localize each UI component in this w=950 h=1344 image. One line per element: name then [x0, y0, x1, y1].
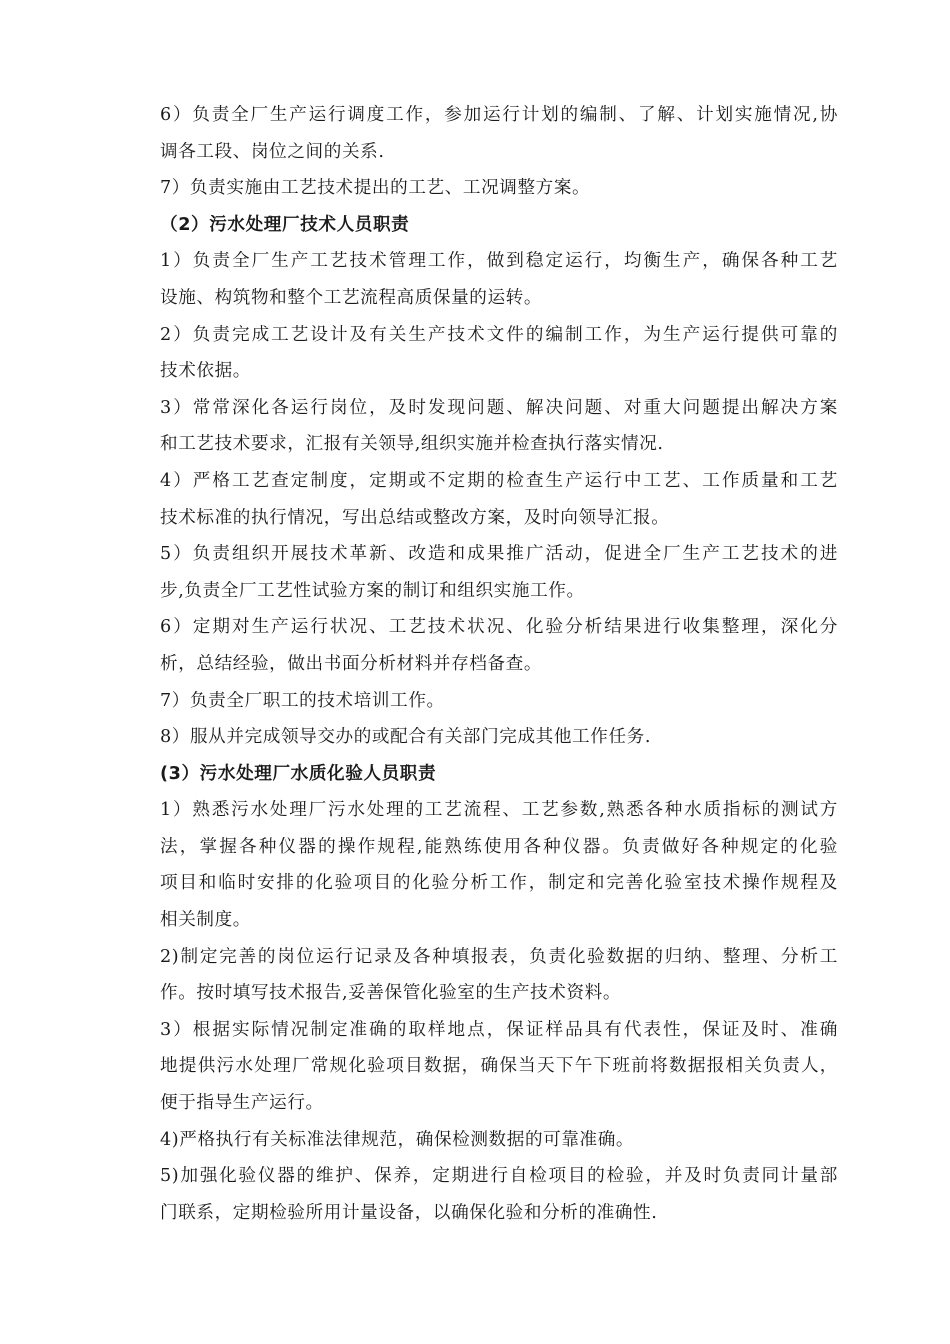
paragraph-line: 步,负责全厂工艺性试验方案的制订和组织实施工作。	[160, 580, 585, 601]
paragraph-line: 3）常常深化各运行岗位，及时发现问题、解决问题、对重大问题提出解决方案	[160, 397, 838, 418]
section-heading: （2）污水处理厂技术人员职责	[160, 214, 410, 235]
paragraph-line: 2)制定完善的岗位运行记录及各种填报表，负责化验数据的归纳、整理、分析工	[160, 946, 838, 967]
paragraph-line: 和工艺技术要求，汇报有关领导,组织实施并检查执行落实情况.	[160, 434, 664, 455]
paragraph-line: 析，总结经验，做出书面分析材料并存档备查。	[160, 653, 543, 674]
paragraph-line: 设施、构筑物和整个工艺流程高质保量的运转。	[160, 287, 543, 308]
paragraph-line: 3）根据实际情况制定准确的取样地点，保证样品具有代表性，保证及时、准确	[160, 1019, 838, 1040]
paragraph-line: 5)加强化验仪器的维护、保养，定期进行自检项目的检验，并及时负责同计量部	[160, 1166, 838, 1187]
paragraph-line: 2）负责完成工艺设计及有关生产技术文件的编制工作，为生产运行提供可靠的	[160, 324, 838, 345]
paragraph-line: 6）负责全厂生产运行调度工作，参加运行计划的编制、了解、计划实施情况,协	[160, 105, 838, 125]
document-body	[160, 97, 838, 1231]
paragraph-line: 7）负责全厂职工的技术培训工作。	[160, 690, 445, 711]
paragraph-line: 门联系，定期检验所用计量设备，以确保化验和分析的准确性.	[160, 1202, 658, 1223]
paragraph-line: 7）负责实施由工艺技术提出的工艺、工况调整方案。	[160, 178, 591, 199]
paragraph-line: 技术标准的执行情况，写出总结或整改方案，及时向领导汇报。	[160, 507, 670, 528]
section-heading: (3）污水处理厂水质化验人员职责	[160, 763, 437, 784]
paragraph-line: 作。按时填写技术报告,妥善保管化验室的生产技术资料。	[160, 983, 622, 1004]
paragraph-line: 6）定期对生产运行状况、工艺技术状况、化验分析结果进行收集整理，深化分	[160, 617, 838, 638]
paragraph-line: 便于指导生产运行。	[160, 1093, 324, 1114]
paragraph-line: 技术依据。	[160, 361, 251, 382]
paragraph-line: 法，掌握各种仪器的操作规程,能熟练使用各种仪器。负责做好各种规定的化验	[160, 836, 838, 857]
paragraph-line: 1）负责全厂生产工艺技术管理工作，做到稳定运行，均衡生产，确保各种工艺	[160, 251, 838, 272]
paragraph-line: 4）严格工艺查定制度，定期或不定期的检查生产运行中工艺、工作质量和工艺	[160, 470, 838, 491]
paragraph-line: 调各工段、岗位之间的关系.	[160, 141, 385, 162]
paragraph-line: 相关制度。	[160, 910, 251, 931]
paragraph-line: 1）熟悉污水处理厂污水处理的工艺流程、工艺参数,熟悉各种水质指标的测试方	[160, 800, 838, 821]
paragraph-line: 4)严格执行有关标准法律规范，确保检测数据的可靠准确。	[160, 1129, 635, 1150]
paragraph-line: 8）服从并完成领导交办的或配合有关部门完成其他工作任务.	[160, 727, 652, 748]
paragraph-line: 地提供污水处理厂常规化验项目数据，确保当天下午下班前将数据报相关负责人，	[160, 1056, 838, 1077]
paragraph-line: 5）负责组织开展技术革新、改造和成果推广活动，促进全厂生产工艺技术的进	[160, 544, 838, 565]
paragraph-line: 项目和临时安排的化验项目的化验分析工作，制定和完善化验室技术操作规程及	[160, 873, 838, 894]
